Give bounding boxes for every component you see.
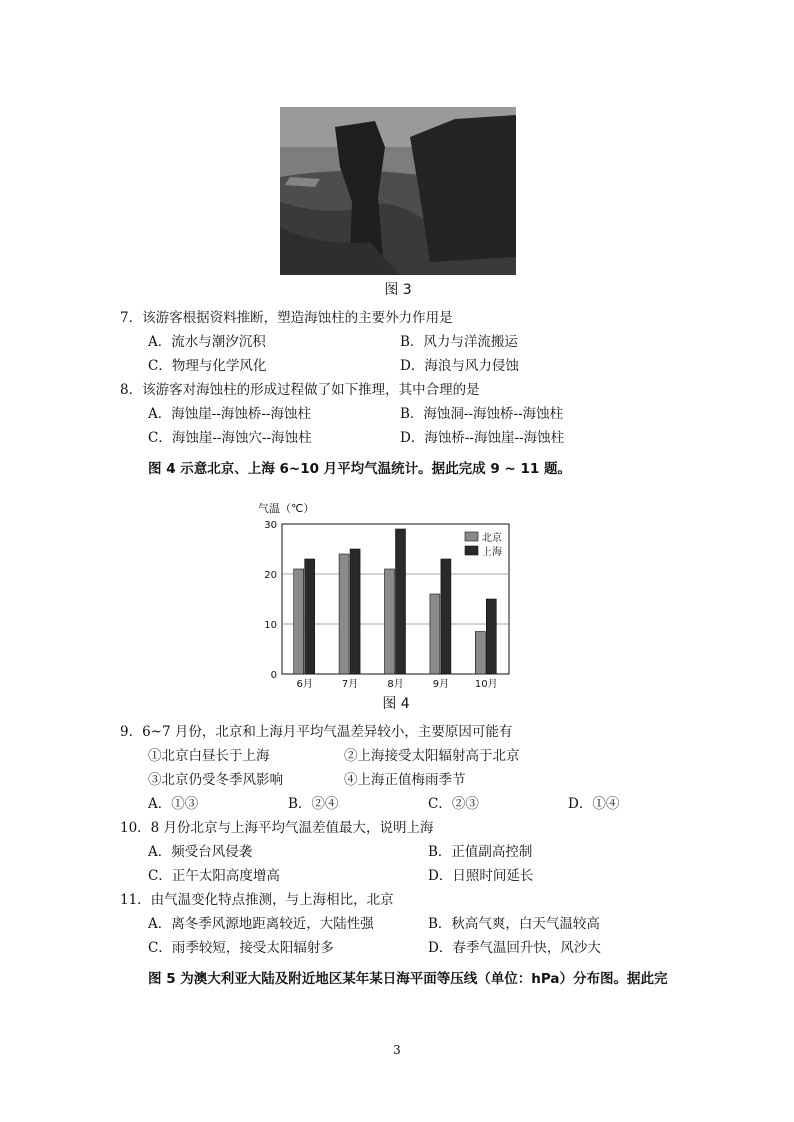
q11-option-a: A．离冬季风源地距离较近，大陆性强 xyxy=(148,916,374,932)
q11-option-b: B．秋高气爽，白天气温较高 xyxy=(428,916,600,932)
bar-beijing xyxy=(339,554,349,674)
q11-stem: 11．由气温变化特点推测，与上海相比，北京 xyxy=(120,892,394,908)
bar-beijing xyxy=(385,569,395,674)
bar-beijing xyxy=(294,569,304,674)
y-tick-label: 10 xyxy=(264,620,277,631)
y-tick-label: 0 xyxy=(270,670,277,681)
legend-swatch xyxy=(465,532,478,541)
q8-option-a: A．海蚀崖--海蚀桥--海蚀柱 xyxy=(148,406,311,422)
q8-option-d: D．海蚀桥--海蚀崖--海蚀柱 xyxy=(400,430,565,446)
y-tick-label: 20 xyxy=(264,570,277,581)
x-tick-label: 10月 xyxy=(474,679,498,690)
figure4-caption: 图 4 xyxy=(382,696,410,712)
q8-stem: 8．该游客对海蚀柱的形成过程做了如下推理，其中合理的是 xyxy=(120,382,480,398)
q8-option-b: B．海蚀洞--海蚀桥--海蚀柱 xyxy=(400,406,564,422)
q9-option-d: D．①④ xyxy=(568,796,620,812)
x-tick-label: 7月 xyxy=(341,679,359,690)
q7-option-d: D．海浪与风力侵蚀 xyxy=(400,358,519,374)
q9-option-c: C．②③ xyxy=(428,796,479,812)
q7-option-b: B．风力与洋流搬运 xyxy=(400,334,518,350)
bar-shanghai xyxy=(486,599,496,674)
q10-option-c: C．正午太阳高度增高 xyxy=(148,868,280,884)
q11-option-d: D．春季气温回升快，风沙大 xyxy=(428,940,601,956)
figure3-caption: 图 3 xyxy=(384,282,412,298)
q10-option-a: A．频受台风侵袭 xyxy=(148,844,253,860)
q9-option-b: B．②④ xyxy=(288,796,339,812)
x-tick-label: 8月 xyxy=(387,679,404,690)
q9-item-3: ③北京仍受冬季风影响 xyxy=(148,772,283,788)
y-axis-label: 气温（℃） xyxy=(258,502,315,515)
q9-option-a: A．①③ xyxy=(148,796,199,812)
q7-option-c: C．物理与化学风化 xyxy=(148,358,267,374)
sea-stack-photo xyxy=(280,107,516,275)
q9-item-1: ①北京白昼长于上海 xyxy=(148,748,270,764)
figure5-intro: 图 5 为澳大利亚大陆及附近地区某年某日海平面等压线（单位：hPa）分布图。据此完 xyxy=(148,971,668,987)
q10-option-d: D．日照时间延长 xyxy=(428,868,534,884)
q9-item-4: ④上海正值梅雨季节 xyxy=(344,772,466,788)
x-tick-label: 9月 xyxy=(432,679,450,690)
bar-shanghai xyxy=(350,549,360,674)
x-tick-label: 6月 xyxy=(296,679,313,690)
legend-swatch xyxy=(465,546,478,555)
bar-shanghai xyxy=(441,559,451,674)
legend-label: 北京 xyxy=(482,533,502,544)
bar-beijing xyxy=(475,632,485,675)
q7-option-a: A．流水与潮汐沉积 xyxy=(148,334,266,350)
bar-beijing xyxy=(430,594,440,674)
page-number: 3 xyxy=(393,1043,401,1057)
figure4-intro: 图 4 示意北京、上海 6~10 月平均气温统计。据此完成 9 ~ 11 题。 xyxy=(148,461,571,477)
q11-option-c: C．雨季较短，接受太阳辐射多 xyxy=(148,940,334,956)
temperature-bar-chart xyxy=(256,496,536,696)
q9-item-2: ②上海接受太阳辐射高于北京 xyxy=(344,748,520,764)
q9-stem: 9．6~7 月份，北京和上海月平均气温差异较小，主要原因可能有 xyxy=(120,724,513,740)
bar-shanghai xyxy=(305,559,315,674)
legend-label: 上海 xyxy=(482,547,502,558)
q8-option-c: C．海蚀崖--海蚀穴--海蚀柱 xyxy=(148,430,312,446)
q7-stem: 7．该游客根据资料推断，塑造海蚀柱的主要外力作用是 xyxy=(120,310,453,326)
q10-stem: 10．8 月份北京与上海平均气温差值最大，说明上海 xyxy=(120,820,434,836)
y-tick-label: 30 xyxy=(264,520,277,531)
bar-shanghai xyxy=(396,529,406,674)
q10-option-b: B．正值副高控制 xyxy=(428,844,533,860)
